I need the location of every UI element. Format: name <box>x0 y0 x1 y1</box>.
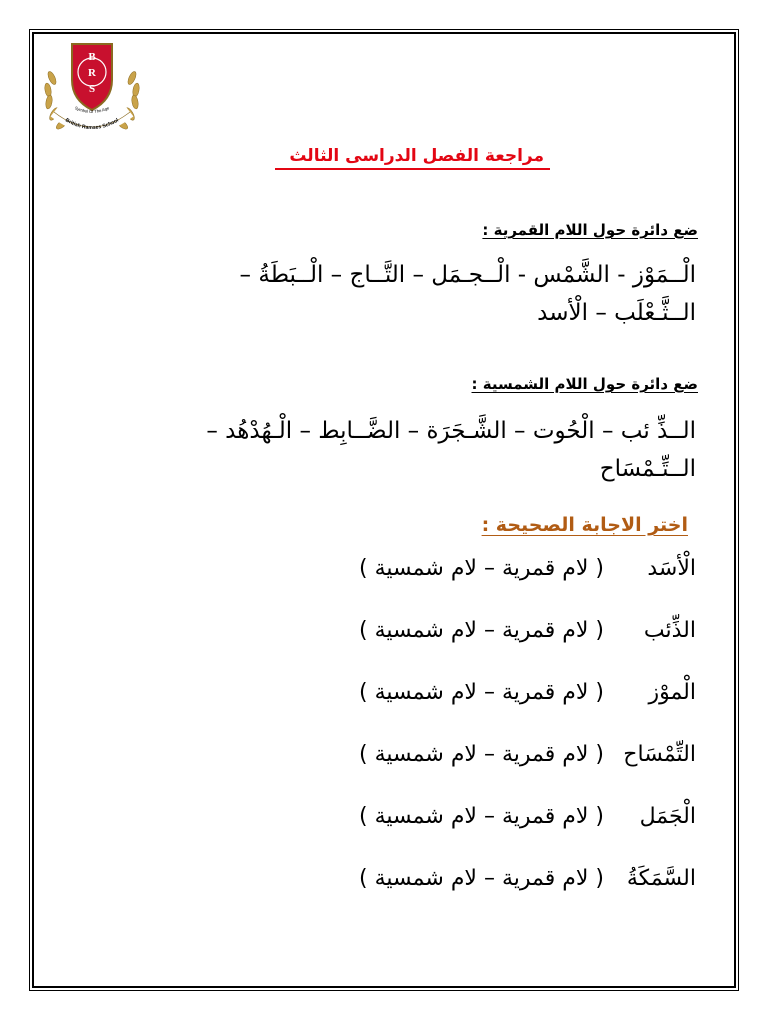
choice-item <box>276 616 696 678</box>
choice-list <box>276 554 696 926</box>
question-2-words <box>76 412 696 488</box>
logo-letter-b: B <box>88 51 96 63</box>
logo-letter-r: R <box>88 67 96 79</box>
question-2-heading: ضع دائرة حول اللام الشمسية : <box>471 375 698 393</box>
question-3-heading: اختر الاجابة الصحيحة : <box>481 514 688 536</box>
choice-item <box>276 802 696 864</box>
choice-options: ( لام قمرية – لام شمسية ) <box>359 556 604 581</box>
school-logo <box>40 38 144 142</box>
choice-options: ( لام قمرية – لام شمسية ) <box>359 742 604 767</box>
choice-item <box>276 678 696 740</box>
choice-word: التِّمْسَاح <box>623 742 696 767</box>
question-1-line-2: الــثَّـعْلَب – الْأسد <box>537 300 696 326</box>
choice-word: الْجَمَل <box>639 804 696 829</box>
choice-item <box>276 864 696 926</box>
choice-word: السَّمَكَةُ <box>626 866 696 891</box>
choice-word: الْموْز <box>648 680 696 705</box>
choice-word: الذِّئب <box>643 618 696 643</box>
question-1-words <box>76 256 696 332</box>
logo-letter-s: S <box>88 83 96 95</box>
choice-item <box>276 740 696 802</box>
choice-item <box>276 554 696 616</box>
logo-ribbon-text: British Ramses School <box>64 117 120 132</box>
logo-motto: Symbol Of The Age <box>74 105 110 115</box>
choice-options: ( لام قمرية – لام شمسية ) <box>359 804 604 829</box>
page-title: مراجعة الفصل الدراسى الثالث <box>275 146 550 170</box>
question-1-heading: ضع دائرة حول اللام القمرية : <box>482 221 698 239</box>
question-2-line-2: الــتِّـمْسَاح <box>599 456 696 482</box>
question-2-line-1: الــذِّ ئب – الْحُوت – الشَّـجَرَة – الضَّــابِط – الْـهُدْهُد – <box>206 418 696 444</box>
choice-options: ( لام قمرية – لام شمسية ) <box>359 866 604 891</box>
choice-options: ( لام قمرية – لام شمسية ) <box>359 618 604 643</box>
question-1-line-1: الْــمَوْز - الشَّمْس - الْــجـمَل – التَّــاج – الْــبَطَةُ – <box>239 262 696 288</box>
choice-options: ( لام قمرية – لام شمسية ) <box>359 680 604 705</box>
choice-word: الْأسَد <box>647 556 696 581</box>
